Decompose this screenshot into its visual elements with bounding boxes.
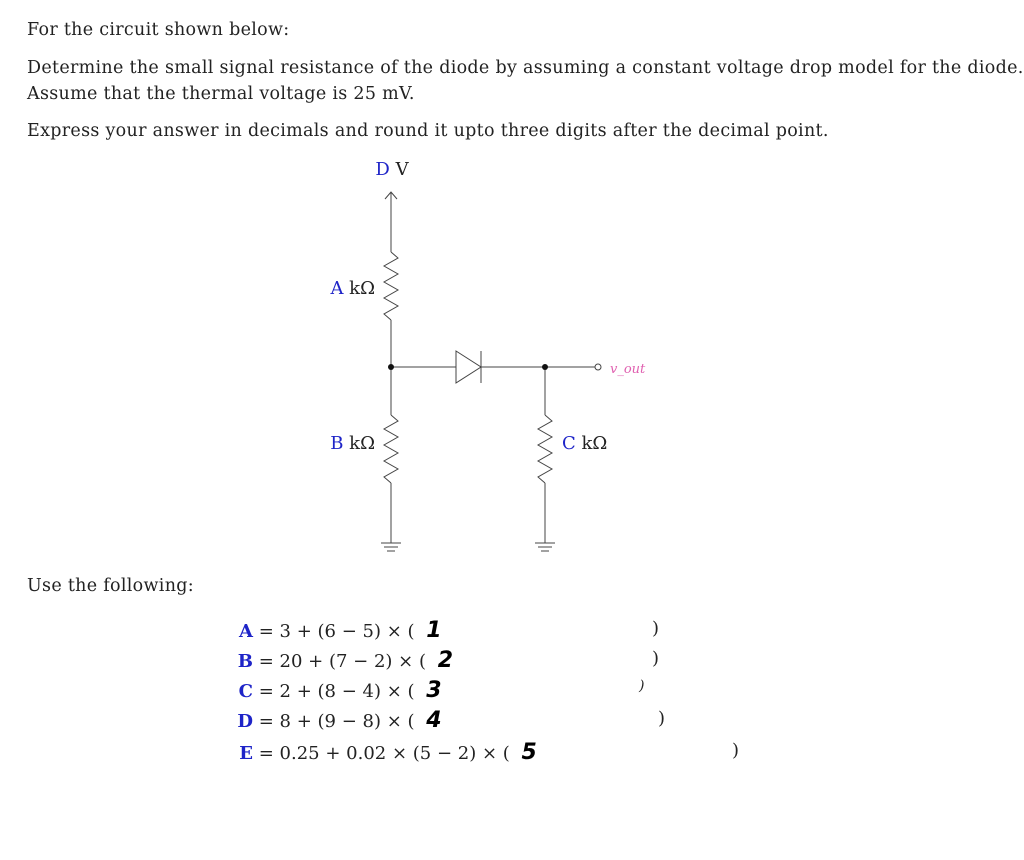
- handwritten-digit: 5: [521, 740, 537, 765]
- equation-expr: = 3 + (6 − 5) × (: [258, 621, 415, 642]
- node-dot-2: [542, 364, 548, 370]
- resistor-b-label: B kΩ: [330, 433, 375, 454]
- equation-var: A: [239, 621, 253, 642]
- equation-close: ): [652, 618, 660, 639]
- instruction-line-2: Assume that the thermal voltage is 25 mV.: [27, 84, 415, 104]
- handwritten-digit: 4: [426, 708, 442, 733]
- equation-close: ): [652, 648, 660, 669]
- resistor-c-label: C kΩ: [562, 433, 608, 454]
- output-label: v_out: [610, 362, 646, 377]
- instruction-line-1: Determine the small signal resistance of the diode by assuming a constant voltage drop model for the diode.: [27, 58, 1024, 78]
- equation-expr: = 0.25 + 0.02 × (5 − 2) × (: [258, 743, 510, 764]
- equation-row-d: [235, 708, 666, 738]
- use-following-text: Use the following:: [27, 576, 194, 596]
- handwritten-digit: 3: [426, 678, 442, 703]
- equation-close: ): [639, 678, 645, 694]
- equation-var: E: [239, 743, 253, 764]
- equation-row-a: [235, 618, 660, 648]
- equation-row-b: [235, 648, 660, 678]
- handwritten-digit: 1: [426, 618, 442, 643]
- resistor-c-icon: [538, 415, 552, 483]
- equation-close: ): [658, 708, 666, 729]
- equation-row-e: [235, 740, 740, 770]
- node-dot-1: [388, 364, 394, 370]
- source-label: D V: [375, 159, 409, 180]
- equation-expr: = 8 + (9 − 8) × (: [258, 711, 415, 732]
- resistor-b-icon: [384, 415, 398, 483]
- output-terminal-icon: [595, 364, 601, 370]
- equation-expr: = 2 + (8 − 4) × (: [258, 681, 415, 702]
- equation-var: C: [238, 681, 253, 702]
- resistor-a-label: A kΩ: [330, 278, 375, 299]
- instruction-line-3: Express your answer in decimals and round it upto three digits after the decimal point.: [27, 121, 829, 141]
- equation-row-c: [235, 678, 645, 708]
- equation-expr: = 20 + (7 − 2) × (: [258, 651, 426, 672]
- equation-var: B: [237, 651, 253, 672]
- equation-close: ): [732, 740, 740, 761]
- intro-text: For the circuit shown below:: [27, 20, 290, 40]
- diode-icon: [456, 351, 481, 383]
- equation-var: D: [237, 711, 253, 732]
- resistor-a-icon: [384, 252, 398, 320]
- handwritten-digit: 2: [437, 648, 454, 673]
